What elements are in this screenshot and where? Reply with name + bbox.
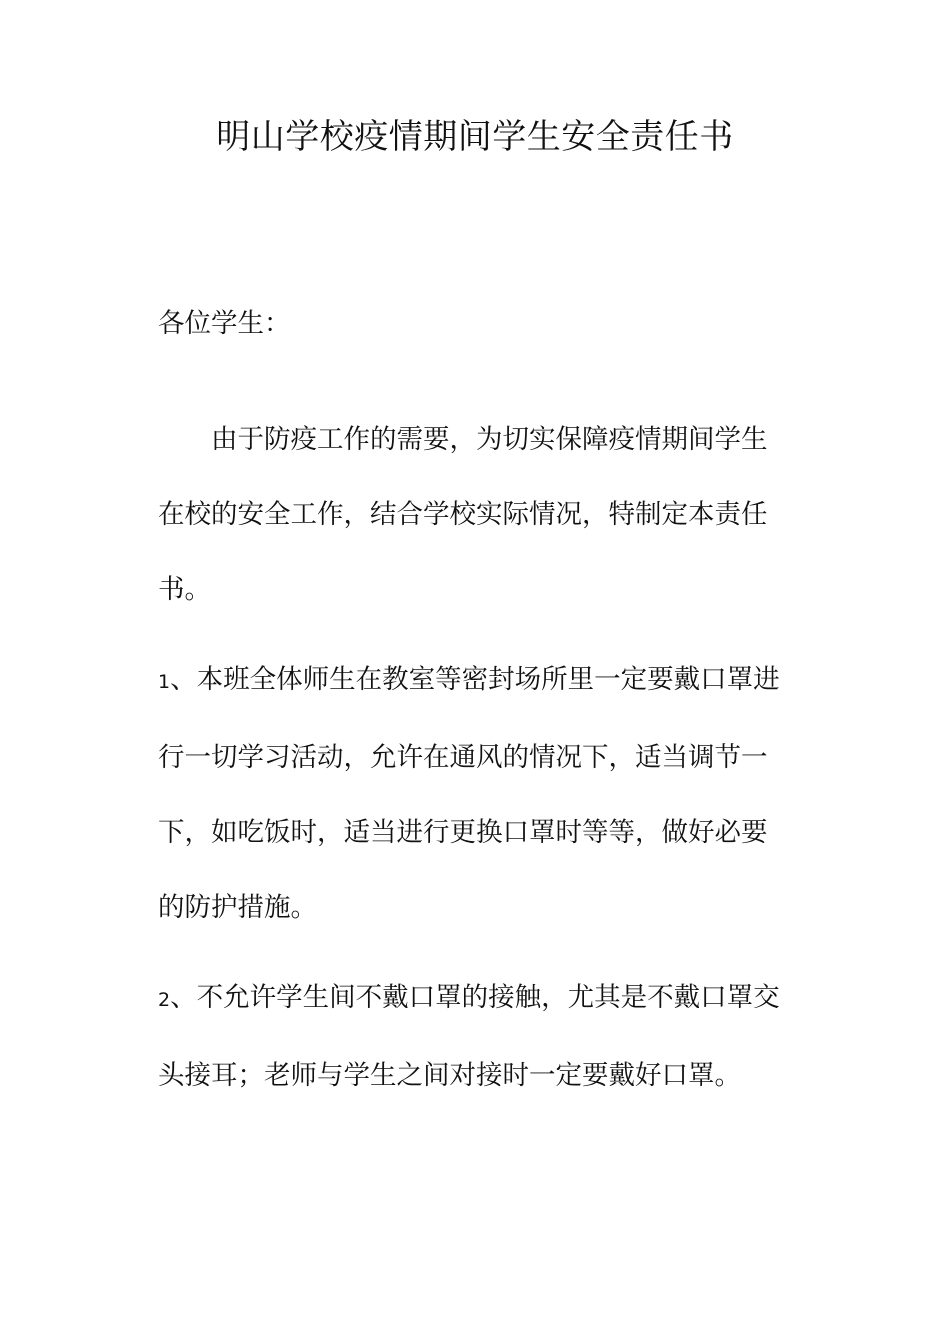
clause-1: [158, 642, 792, 945]
clause-number: 2: [158, 989, 171, 1011]
clause-text: 、不允许学生间不戴口罩的接触，尤其是不戴口罩交头接耳；老师与学生之间对接时一定要戴好口罩。: [158, 982, 780, 1091]
document-title: 明山学校疫情期间学生安全责任书: [216, 117, 734, 157]
clause-2: [158, 960, 792, 1113]
salutation: 各位学生：: [158, 308, 291, 339]
intro-paragraph: 由于防疫工作的需要，为切实保障疫情期间学生在校的安全工作，结合学校实际情况，特制定本责任书。: [158, 424, 768, 605]
clause-number: 1: [158, 671, 171, 693]
clause-text: 、本班全体师生在教室等密封场所里一定要戴口罩进行一切学习活动，允许在通风的情况下，适当调节一下，如吃饭时，适当进行更换口罩时等等，做好必要的防护措施。: [158, 664, 780, 923]
document-body: [158, 304, 792, 1128]
